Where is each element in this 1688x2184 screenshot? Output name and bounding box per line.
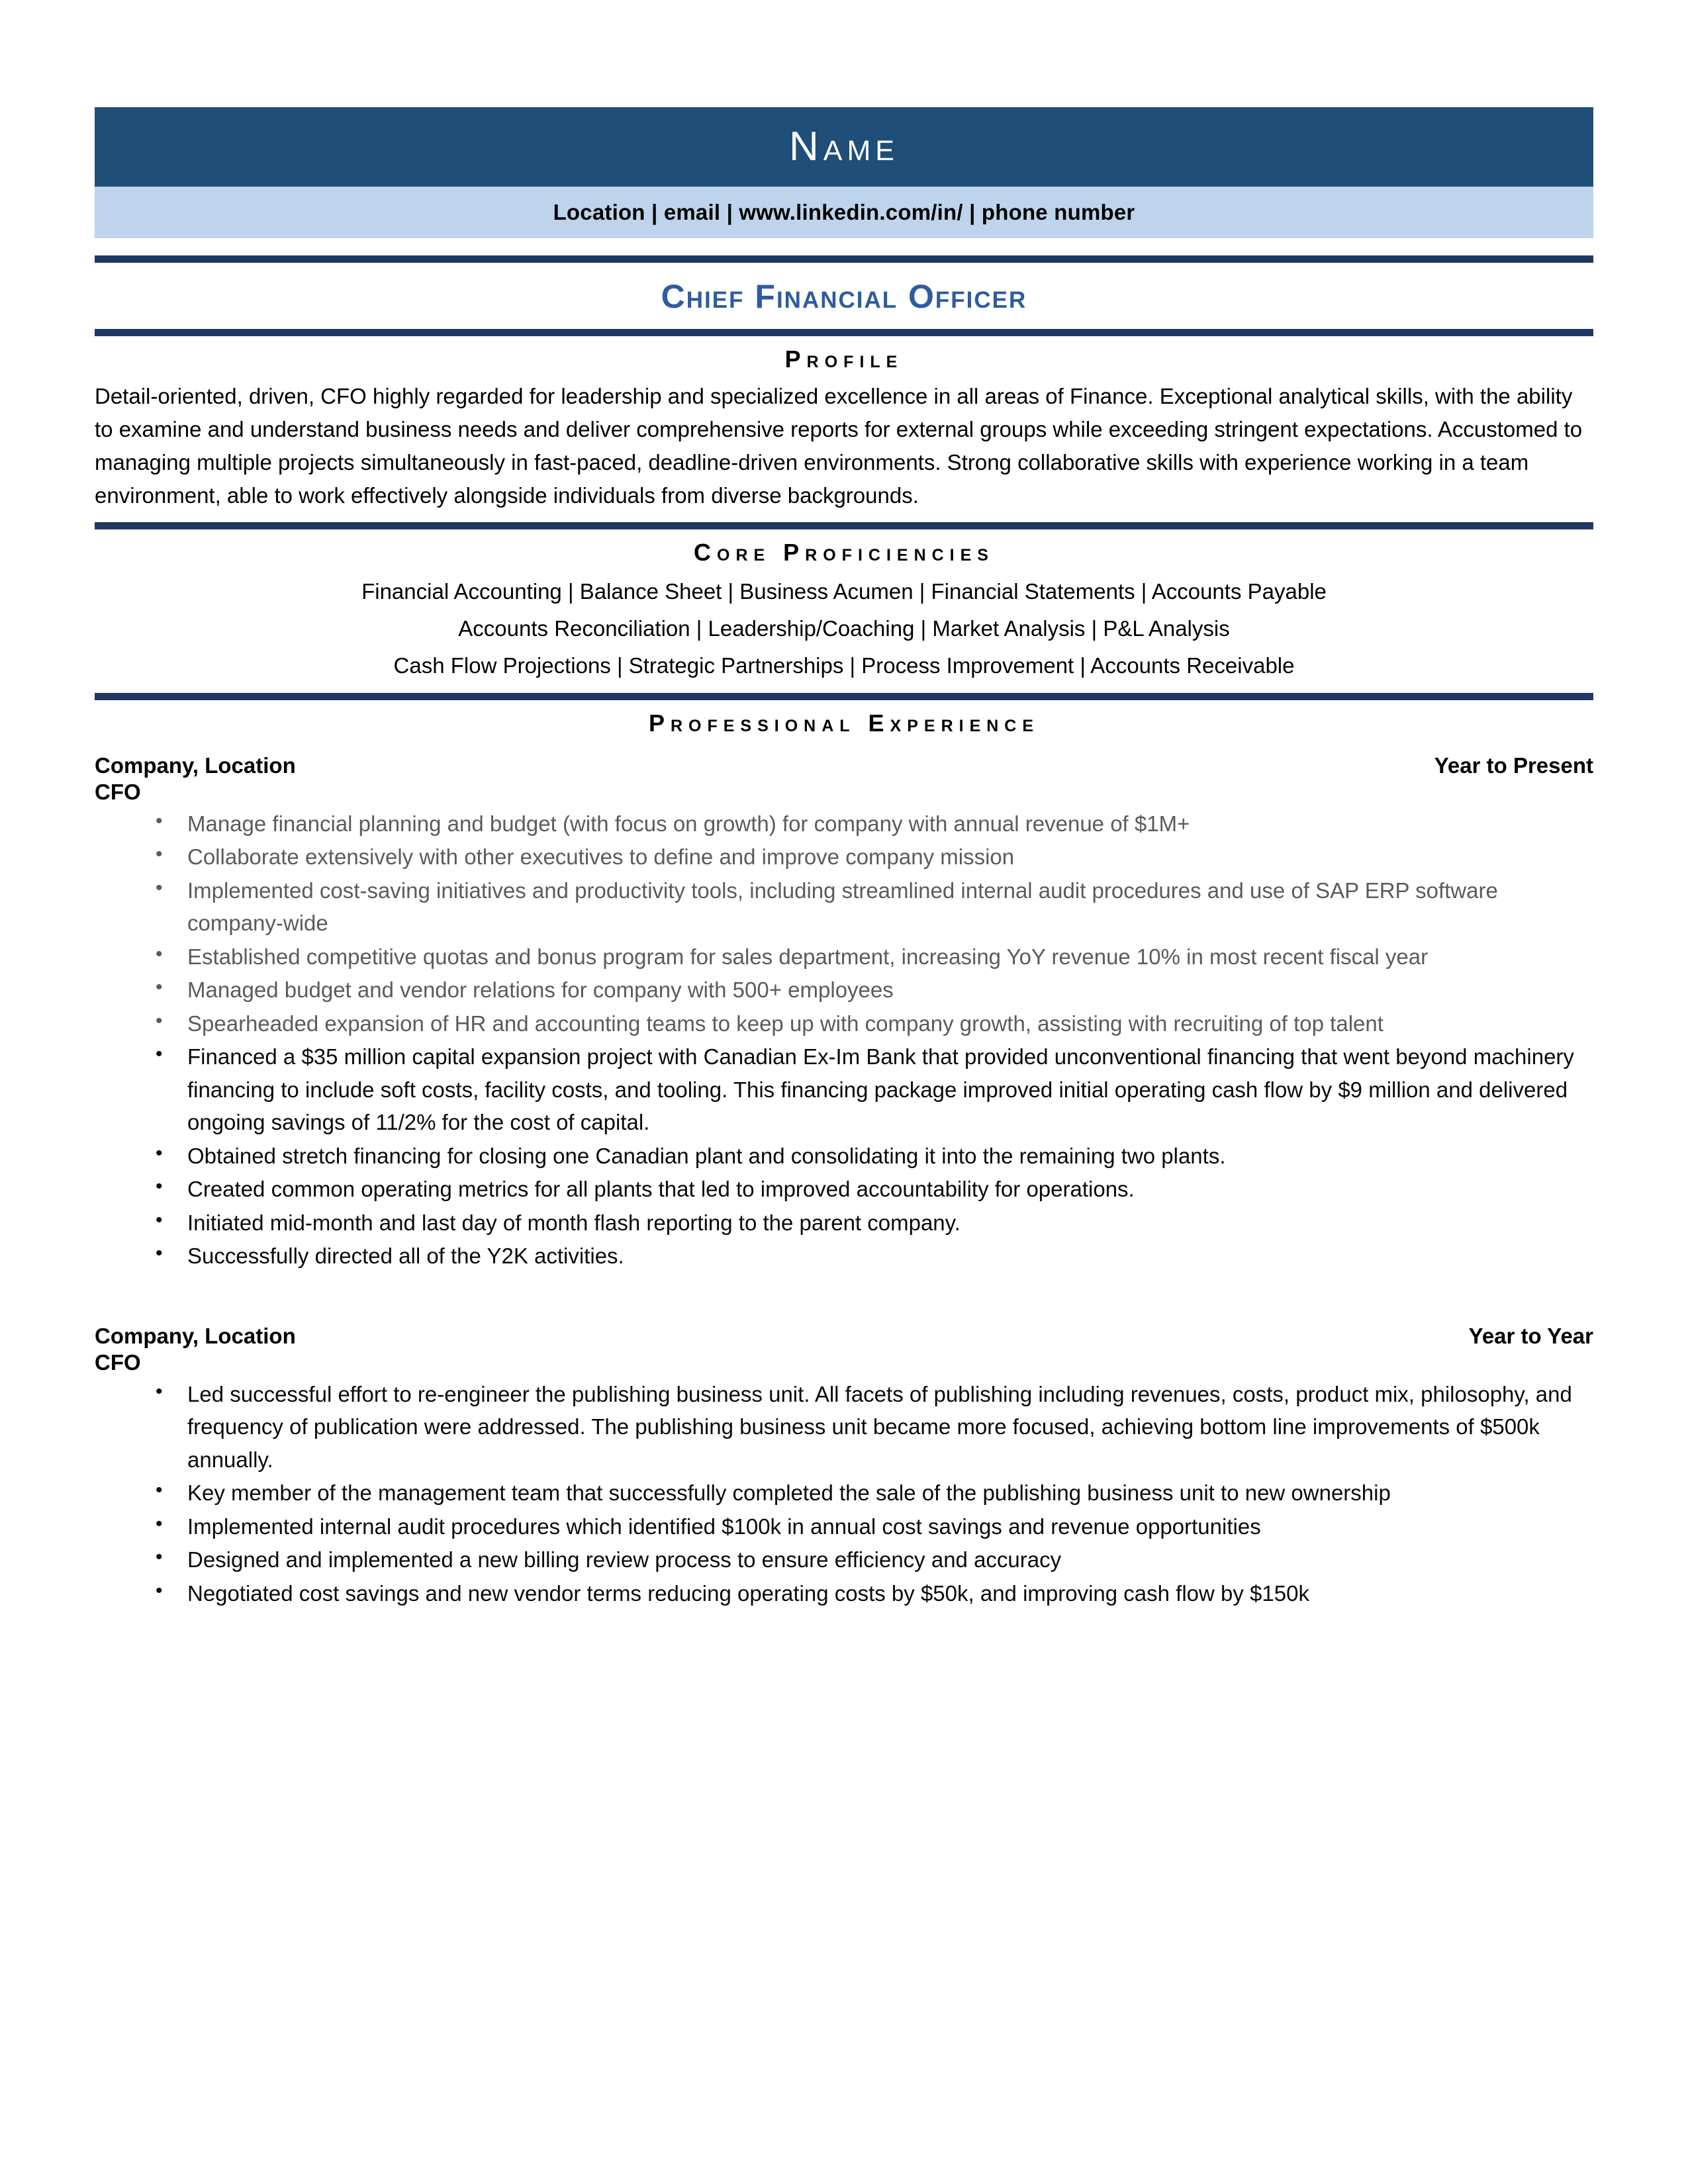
experience-bullet: • Designed and implemented a new billing review process to ensure efficiency and accuracy xyxy=(156,1543,1593,1576)
job-headline xyxy=(95,263,1593,329)
experience-bullet: • Spearheaded expansion of HR and accounting teams to keep up with company growth, assisting with recruiting of top talent xyxy=(156,1007,1593,1040)
experience-bullet: • Established competitive quotas and bonus program for sales department, increasing YoY revenue 10% in most recent fiscal year xyxy=(156,940,1593,974)
experience-bullet: • Key member of the management team that successfully completed the sale of the publishing business unit to new ownership xyxy=(156,1477,1593,1510)
section-heading-profile: Profile xyxy=(784,345,904,373)
page-title: Name xyxy=(789,124,899,169)
experience-bullet: • Negotiated cost savings and new vendor terms reducing operating costs by $50k, and improving cash flow by $150k xyxy=(156,1577,1593,1610)
experience-bullet: • Implemented internal audit procedures which identified $100k in annual cost savings and revenue opportunities xyxy=(156,1510,1593,1543)
section-heading-experience: Professional Experience xyxy=(648,709,1040,737)
experience-bullet-list xyxy=(95,807,1593,1273)
experience-bullet: • Successfully directed all of the Y2K activities. xyxy=(156,1240,1593,1273)
experience-role: CFO xyxy=(95,1349,141,1375)
experience-bullet: • Managed budget and vendor relations for company with 500+ employees xyxy=(156,974,1593,1007)
job-headline-text: Chief Financial Officer xyxy=(661,278,1027,315)
divider-rule-experience xyxy=(95,693,1593,700)
section-heading-core-proficiencies: Core Proficiencies xyxy=(694,538,994,566)
experience-bullet: • Implemented cost-saving initiatives and productivity tools, including streamlined internal audit procedures and use of SAP ERP software company-wide xyxy=(156,874,1593,940)
experience-entry xyxy=(95,744,1593,1273)
profile-paragraph: Detail-oriented, driven, CFO highly regarded for leadership and specialized excellence in all areas of Finance. Exceptional analytical skills, with the ability to examine and understand business needs and deliver comprehensive reports for external groups while exceeding stringent expectations. Accustomed to managing multiple projects simultaneously in fast-paced, deadline-driven environments. Strong collaborative skills with experience working in a team environment, able to work effectively alongside individuals from diverse backgrounds. xyxy=(95,384,1583,508)
experience-bullet: • Obtained stretch financing for closing one Canadian plant and consolidating it into the remaining two plants. xyxy=(156,1140,1593,1173)
core-proficiency-line: Accounts Reconciliation | Leadership/Coaching | Market Analysis | P&L Analysis xyxy=(458,615,1230,641)
experience-bullet-list xyxy=(95,1378,1593,1610)
core-proficiency-line: Cash Flow Projections | Strategic Partnerships | Process Improvement | Accounts Receivable xyxy=(393,653,1295,678)
experience-dates: Year to Year xyxy=(1468,1323,1593,1348)
experience-bullet: • Manage financial planning and budget (with focus on growth) for company with annual revenue of $1M+ xyxy=(156,807,1593,841)
experience-bullet: • Created common operating metrics for all plants that led to improved accountability for operations. xyxy=(156,1173,1593,1206)
core-proficiency-line: Financial Accounting | Balance Sheet | Business Acumen | Financial Statements | Accounts Payable xyxy=(361,578,1327,604)
experience-entry-header xyxy=(95,1324,1593,1349)
experience-spacer xyxy=(95,1273,1593,1314)
divider-rule-profile xyxy=(95,329,1593,336)
experience-dates: Year to Present xyxy=(1434,752,1593,778)
experience-company: Company, Location xyxy=(95,752,296,778)
divider-rule-core-proficiencies xyxy=(95,522,1593,529)
experience-bullet: • Financed a $35 million capital expansion project with Canadian Ex-Im Bank that provided unconventional financing that went beyond machinery financing to include soft costs, facility costs, and tooling. This financing package improved initial operating cash flow by $9 million and delivered ongoing savings of 11/2% for the cost of capital. xyxy=(156,1040,1593,1139)
contact-band xyxy=(95,187,1593,238)
divider-rule-header xyxy=(95,255,1593,263)
experience-entry xyxy=(95,1314,1593,1610)
experience-bullet: • Collaborate extensively with other executives to define and improve company mission xyxy=(156,841,1593,874)
experience-entry-header xyxy=(95,753,1593,778)
experience-company: Company, Location xyxy=(95,1323,296,1348)
core-proficiencies-list xyxy=(95,573,1593,693)
name-band xyxy=(95,107,1593,187)
contact-line: Location | email | www.linkedin.com/in/ | phone number xyxy=(553,200,1135,224)
resume-content xyxy=(95,107,1593,1610)
experience-bullet: • Led successful effort to re-engineer the publishing business unit. All facets of publishing including revenues, costs, product mix, philosophy, and frequency of publication were addressed. The publishing business unit became more focused, achieving bottom line improvements of $500k annually. xyxy=(156,1378,1593,1477)
experience-role: CFO xyxy=(95,779,141,804)
experience-bullet: • Initiated mid-month and last day of month flash reporting to the parent company. xyxy=(156,1206,1593,1240)
